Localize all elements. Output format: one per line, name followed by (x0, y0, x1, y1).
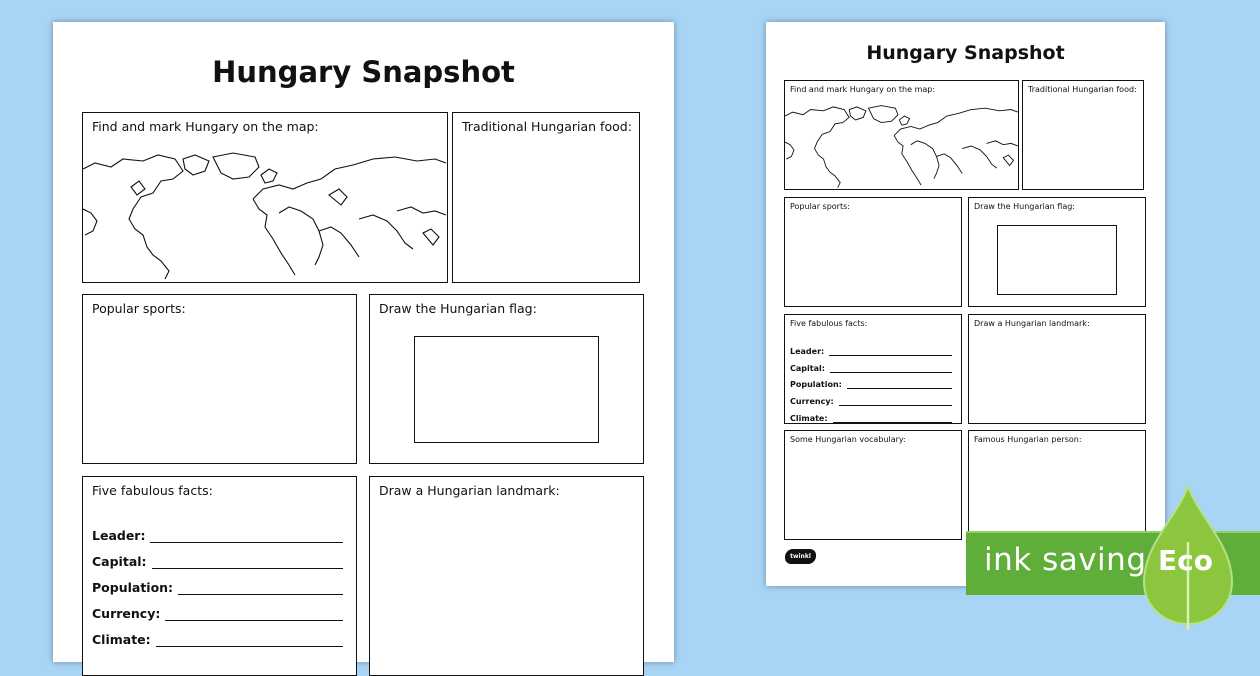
facts-box-small (784, 314, 962, 424)
facts-box-label: Five fabulous facts: (92, 483, 213, 498)
map-box-label-small: Find and mark Hungary on the map: (790, 85, 936, 94)
fact-row-leader-small: Leader: (790, 339, 952, 356)
landmark-box (369, 476, 644, 676)
facts-box (82, 476, 357, 676)
facts-box-label-small: Five fabulous facts: (790, 319, 868, 328)
person-box-small (968, 430, 1146, 540)
vocab-box-label-small: Some Hungarian vocabulary: (790, 435, 906, 444)
flag-box-small (968, 197, 1146, 307)
landmark-box-small (968, 314, 1146, 424)
fact-row-climate: Climate: (92, 621, 343, 647)
worksheet-preview-small (766, 22, 1165, 586)
food-box-small (1022, 80, 1144, 190)
worksheet-title-small: Hungary Snapshot (866, 42, 1065, 64)
food-box-label-small: Traditional Hungarian food: (1028, 85, 1137, 94)
world-map-outline-small (785, 103, 1018, 189)
ink-saving-text: ink saving (984, 542, 1147, 578)
sports-box (82, 294, 357, 464)
fact-row-capital: Capital: (92, 543, 343, 569)
map-box (82, 112, 448, 283)
landmark-box-label-small: Draw a Hungarian landmark: (974, 319, 1090, 328)
landmark-box-label: Draw a Hungarian landmark: (379, 483, 560, 498)
map-box-small (784, 80, 1019, 190)
fact-row-leader: Leader: (92, 517, 343, 543)
sports-box-small (784, 197, 962, 307)
fact-row-population-small: Population: (790, 373, 952, 390)
vocab-box-small (784, 430, 962, 540)
flag-drawing-area (414, 336, 599, 443)
world-map-outline (83, 149, 446, 281)
sports-box-label-small: Popular sports: (790, 202, 850, 211)
fact-row-capital-small: Capital: (790, 356, 952, 373)
facts-list-small (790, 339, 952, 423)
flag-box (369, 294, 644, 464)
food-box (452, 112, 640, 283)
food-box-label: Traditional Hungarian food: (462, 119, 632, 134)
fact-row-currency: Currency: (92, 595, 343, 621)
person-box-label-small: Famous Hungarian person: (974, 435, 1082, 444)
flag-box-label: Draw the Hungarian flag: (379, 301, 537, 316)
worksheet-title: Hungary Snapshot (212, 55, 515, 89)
facts-list (92, 517, 343, 647)
eco-word: Eco (1158, 544, 1213, 577)
fact-row-climate-small: Climate: (790, 406, 952, 423)
fact-row-currency-small: Currency: (790, 389, 952, 406)
sports-box-label: Popular sports: (92, 301, 186, 316)
worksheet-preview-large (53, 22, 674, 662)
flag-box-label-small: Draw the Hungarian flag: (974, 202, 1075, 211)
fact-row-population: Population: (92, 569, 343, 595)
map-box-label: Find and mark Hungary on the map: (92, 119, 319, 134)
flag-drawing-area-small (997, 225, 1117, 295)
twinkl-logo: twinkl (785, 549, 816, 564)
